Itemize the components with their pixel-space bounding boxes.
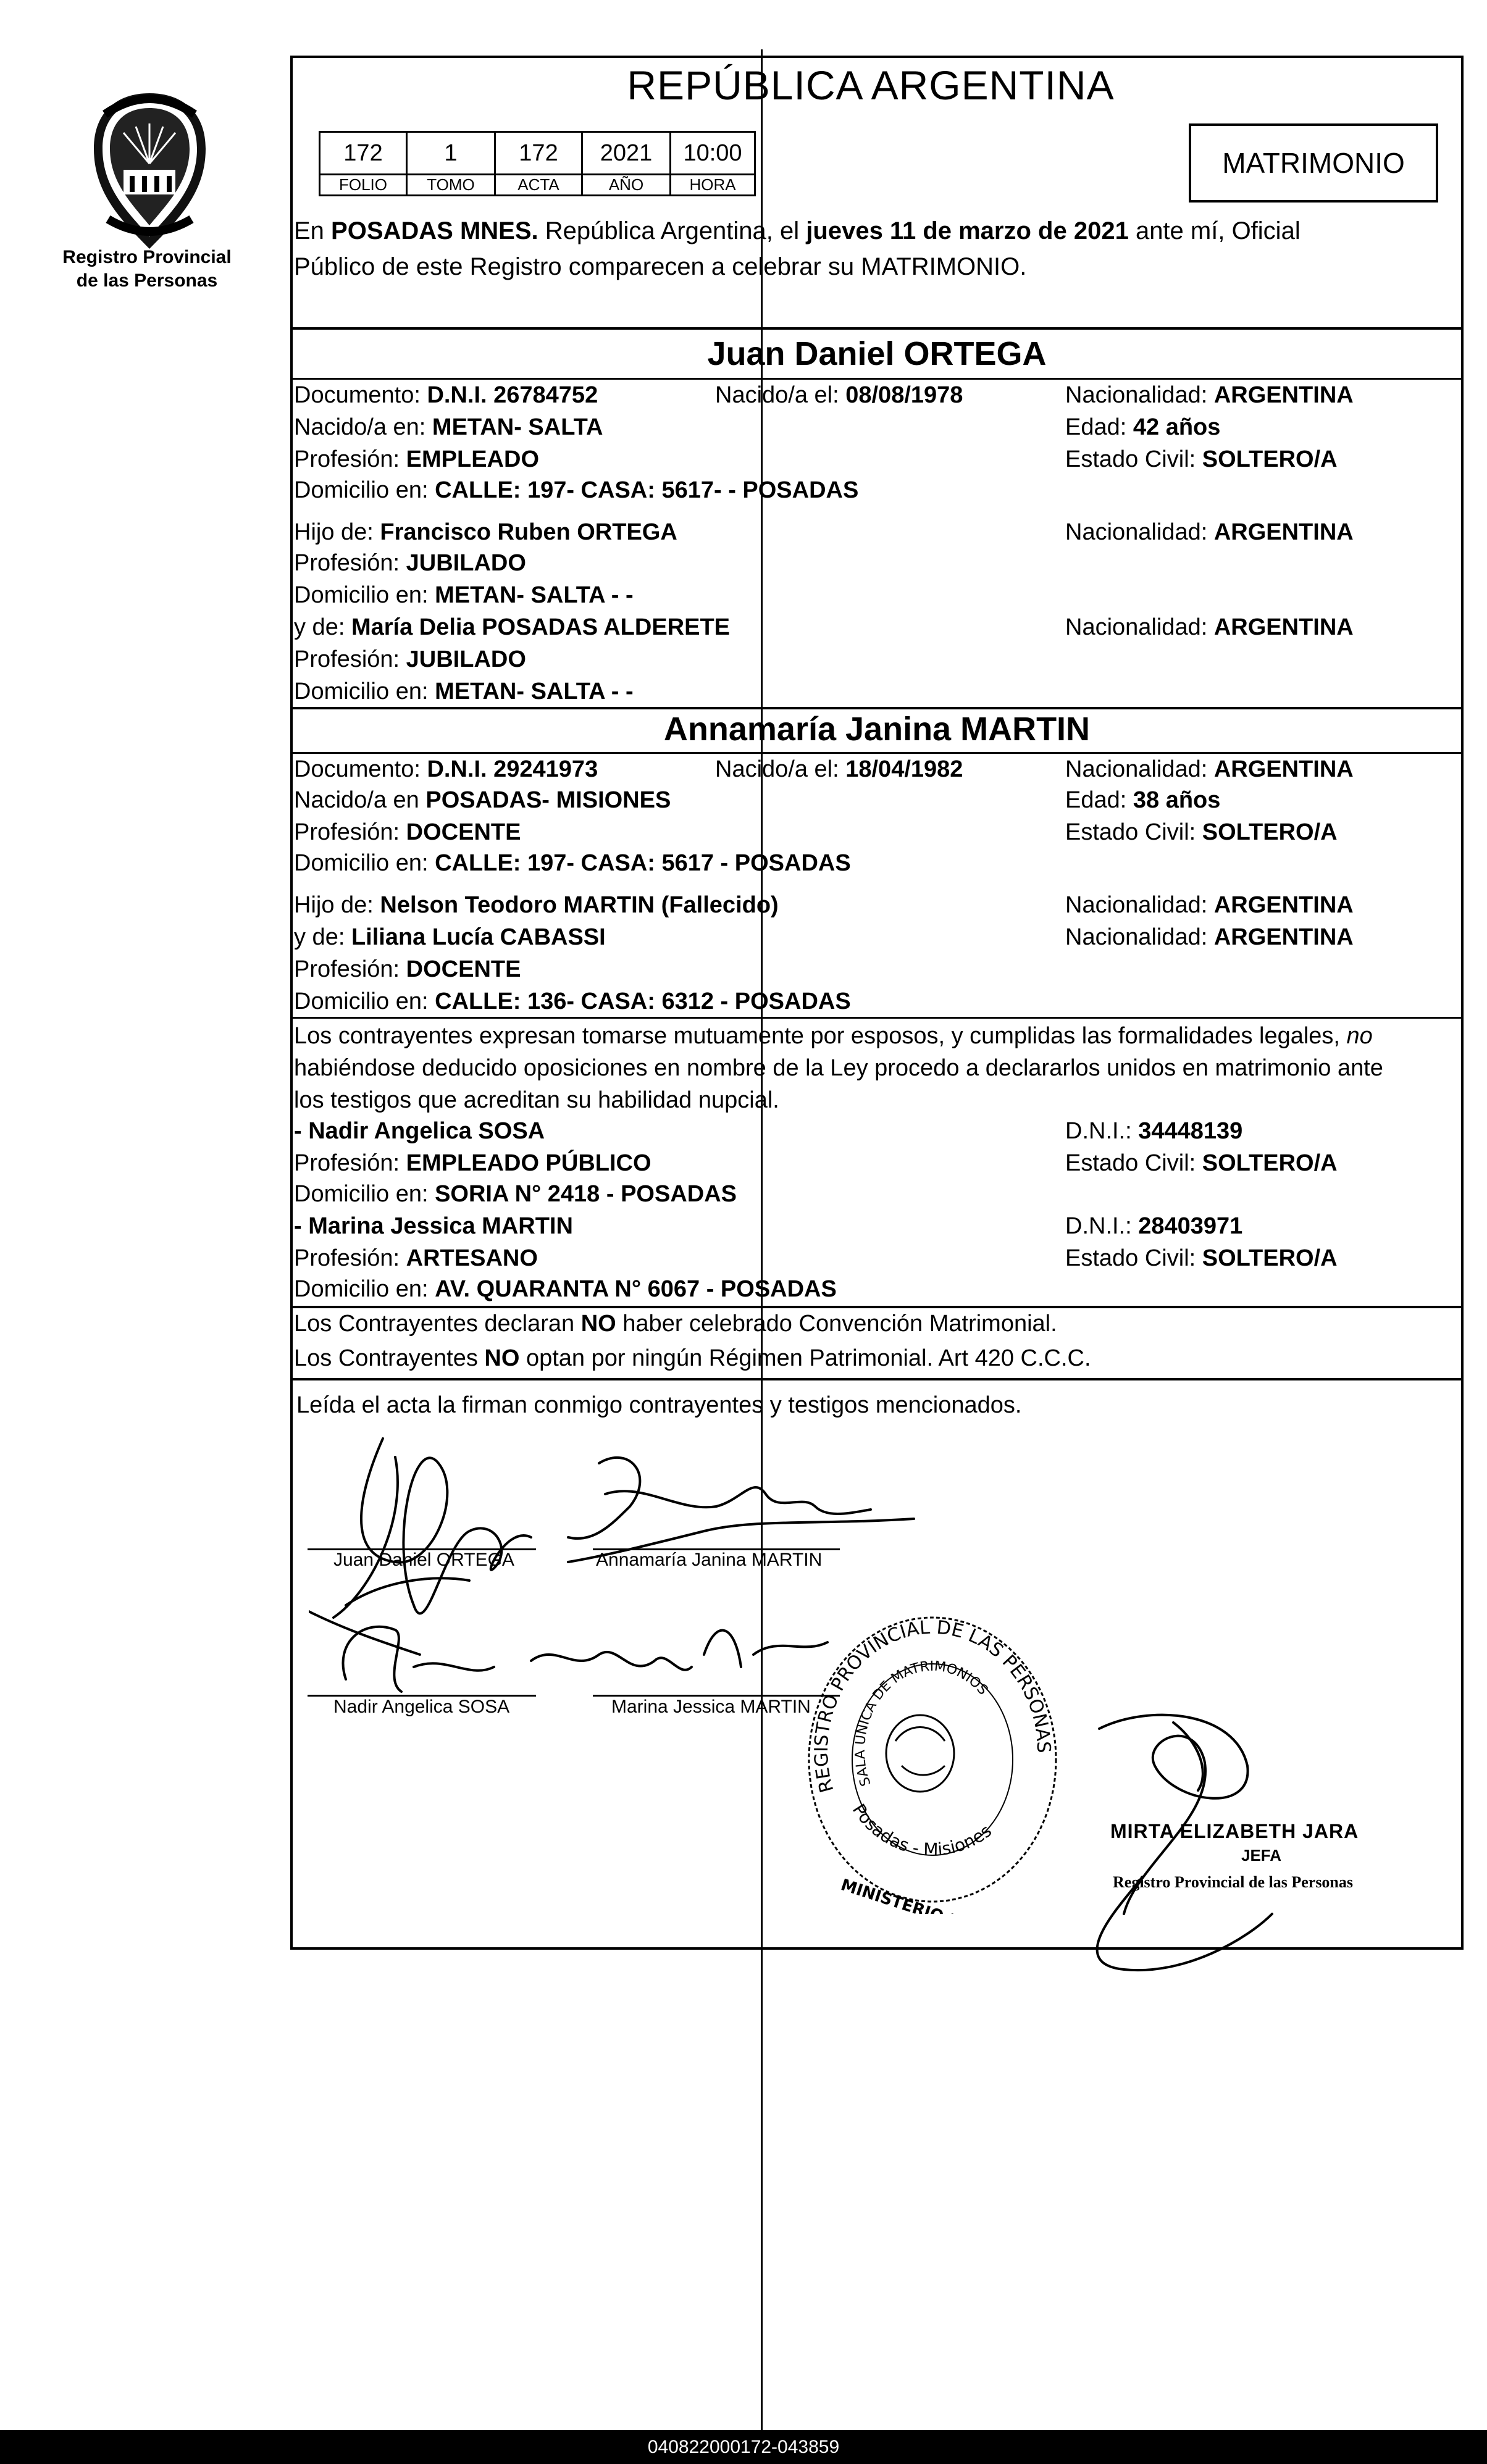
spouse1-father-nationality: Nacionalidad: ARGENTINA [1065,519,1354,545]
svg-text:MINISTERIO DE GOBIERNO [839,1876,1068,1914]
witness2-name: - Marina Jessica MARTIN [294,1213,573,1239]
spouse2-mother-profession: Profesión: DOCENTE [294,956,521,982]
spouse1-father-address: Domicilio en: METAN- SALTA - - [294,582,634,608]
spouse2-birthplace: Nacido/a en POSADAS- MISIONES [294,787,671,813]
spouse2-name: Annamaría Janina MARTIN [663,711,1091,748]
folio-label: FOLIO [320,175,407,196]
spouse1-mother: y de: María Delia POSADAS ALDERETE [294,614,731,640]
witness2-profession: Profesión: ARTESANO [294,1245,538,1271]
spouse1-father: Hijo de: Francisco Ruben ORTEGA [294,519,677,545]
spouse1-birthdate: Nacido/a el: 08/08/1978 [715,382,963,408]
spouse1-mother-profession: Profesión: JUBILADO [294,646,526,672]
spouse2-father-nationality: Nacionalidad: ARGENTINA [1065,892,1354,918]
intro-place: POSADAS MNES. [331,217,538,244]
official-office: Registro Provincial de las Personas [1113,1873,1354,1891]
intro-line1: En POSADAS MNES. República Argentina, el jueves 11 de marzo de 2021 ante mí, Oficial [294,217,1301,244]
official-seal [797,1605,1068,1914]
spouse2-civil-status: Estado Civil: SOLTERO/A [1065,819,1338,845]
regime-line1: Los Contrayentes declaran NO haber celebrado Convención Matrimonial. [294,1311,1057,1337]
scan-fold-line [761,49,763,2451]
svg-text:REGISTRO PROVINCIAL DE LAS PER: REGISTRO PROVINCIAL DE LAS PERSONAS [810,1616,1055,1795]
document-barcode-code: 040822000172-043859 [0,2430,1487,2464]
witness2-civil-status: Estado Civil: SOLTERO/A [1065,1245,1338,1271]
spouse1-nationality: Nacionalidad: ARGENTINA [1065,382,1354,408]
folio-value: 172 [320,132,407,175]
registry-table [319,131,756,196]
intro-paragraph [294,213,1461,285]
spouse1-documento: Documento: D.N.I. 26784752 [294,382,598,408]
spouse1-civil-status: Estado Civil: SOLTERO/A [1065,446,1338,472]
official-title: JEFA [1241,1846,1282,1865]
signature-label-witness1: Nadir Angelica SOSA [333,1697,510,1717]
declaration-line2: habiéndose deducido oposiciones en nombre de la Ley procedo a declararlos unidos en matrimonio ante [294,1055,1383,1081]
spouse1-address: Domicilio en: CALLE: 197- CASA: 5617- - POSADAS [294,477,859,503]
witness2-address: Domicilio en: AV. QUARANTA N° 6067 - POSADAS [294,1276,837,1302]
declaration-line1: Los contrayentes expresan tomarse mutuamente por esposos, y cumplidas las formalidades legales, no [294,1023,1373,1049]
spouse1-mother-address: Domicilio en: METAN- SALTA - - [294,679,634,704]
year-value: 2021 [582,132,671,175]
document-type-box: MATRIMONIO [1189,123,1438,203]
witness2-dni: D.N.I.: 28403971 [1065,1213,1243,1239]
spouse2-birthdate: Nacido/a el: 18/04/1982 [715,756,963,782]
spouse1-father-profession: Profesión: JUBILADO [294,550,526,576]
spouse1-birthplace: Nacido/a en: METAN- SALTA [294,414,603,440]
signature-label-spouse1: Juan Daniel ORTEGA [333,1550,514,1570]
spouse2-father: Hijo de: Nelson Teodoro MARTIN (Fallecido) [294,892,779,918]
spouse1-age: Edad: 42 años [1065,414,1221,440]
declaration-paragraph [294,1020,1461,1116]
tomo-label: TOMO [407,175,495,196]
signatures-intro: Leída el acta la firman conmigo contrayentes y testigos mencionados. [296,1392,1022,1418]
signature-label-spouse2: Annamaría Janina MARTIN [596,1550,823,1570]
hour-label: HORA [671,175,755,196]
year-label: AÑO [582,175,671,196]
spouse2-address: Domicilio en: CALLE: 197- CASA: 5617 - POSADAS [294,850,851,876]
logo-caption-line1: Registro Provincial [62,247,232,267]
witness1-address: Domicilio en: SORIA N° 2418 - POSADAS [294,1181,737,1207]
spouse2-mother-nationality: Nacionalidad: ARGENTINA [1065,924,1354,950]
acta-label: ACTA [495,175,582,196]
svg-text:SALA UNICA DE MATRIMONIOS: SALA UNICA DE MATRIMONIOS [852,1658,991,1789]
witness1-dni: D.N.I.: 34448139 [1065,1118,1243,1144]
spouse1-profession: Profesión: EMPLEADO [294,446,540,472]
regime-line2: Los Contrayentes NO optan por ningún Régimen Patrimonial. Art 420 C.C.C. [294,1345,1091,1371]
spouse2-age: Edad: 38 años [1065,787,1221,813]
spouse2-mother: y de: Liliana Lucía CABASSI [294,924,606,950]
logo-caption-line2: de las Personas [76,270,218,291]
logo-caption [54,246,240,293]
intro-date: jueves 11 de marzo de 2021 [806,217,1129,244]
signature-label-witness2: Marina Jessica MARTIN [611,1697,811,1717]
spouse2-mother-address: Domicilio en: CALLE: 136- CASA: 6312 - POSADAS [294,988,851,1014]
spouse1-mother-nationality: Nacionalidad: ARGENTINA [1065,614,1354,640]
tomo-value: 1 [407,132,495,175]
spouse1-name: Juan Daniel ORTEGA [707,335,1047,372]
spouse2-documento: Documento: D.N.I. 29241973 [294,756,598,782]
hour-value: 10:00 [671,132,755,175]
witness1-name: - Nadir Angelica SOSA [294,1118,545,1144]
province-seal-logo [80,90,219,253]
spouse2-nationality: Nacionalidad: ARGENTINA [1065,756,1354,782]
declaration-line3: los testigos que acreditan su habilidad nupcial. [294,1087,779,1113]
intro-line2: Público de este Registro comparecen a celebrar su MATRIMONIO. [294,253,1027,280]
spouse2-profession: Profesión: DOCENTE [294,819,521,845]
official-name: MIRTA ELIZABETH JARA [1110,1820,1359,1842]
page-title: REPÚBLICA ARGENTINA [627,62,1115,108]
witness1-civil-status: Estado Civil: SOLTERO/A [1065,1150,1338,1176]
witness1-profession: Profesión: EMPLEADO PÚBLICO [294,1150,651,1176]
acta-value: 172 [495,132,582,175]
svg-text:Posadas - Misiones: Posadas - Misiones [848,1800,995,1860]
